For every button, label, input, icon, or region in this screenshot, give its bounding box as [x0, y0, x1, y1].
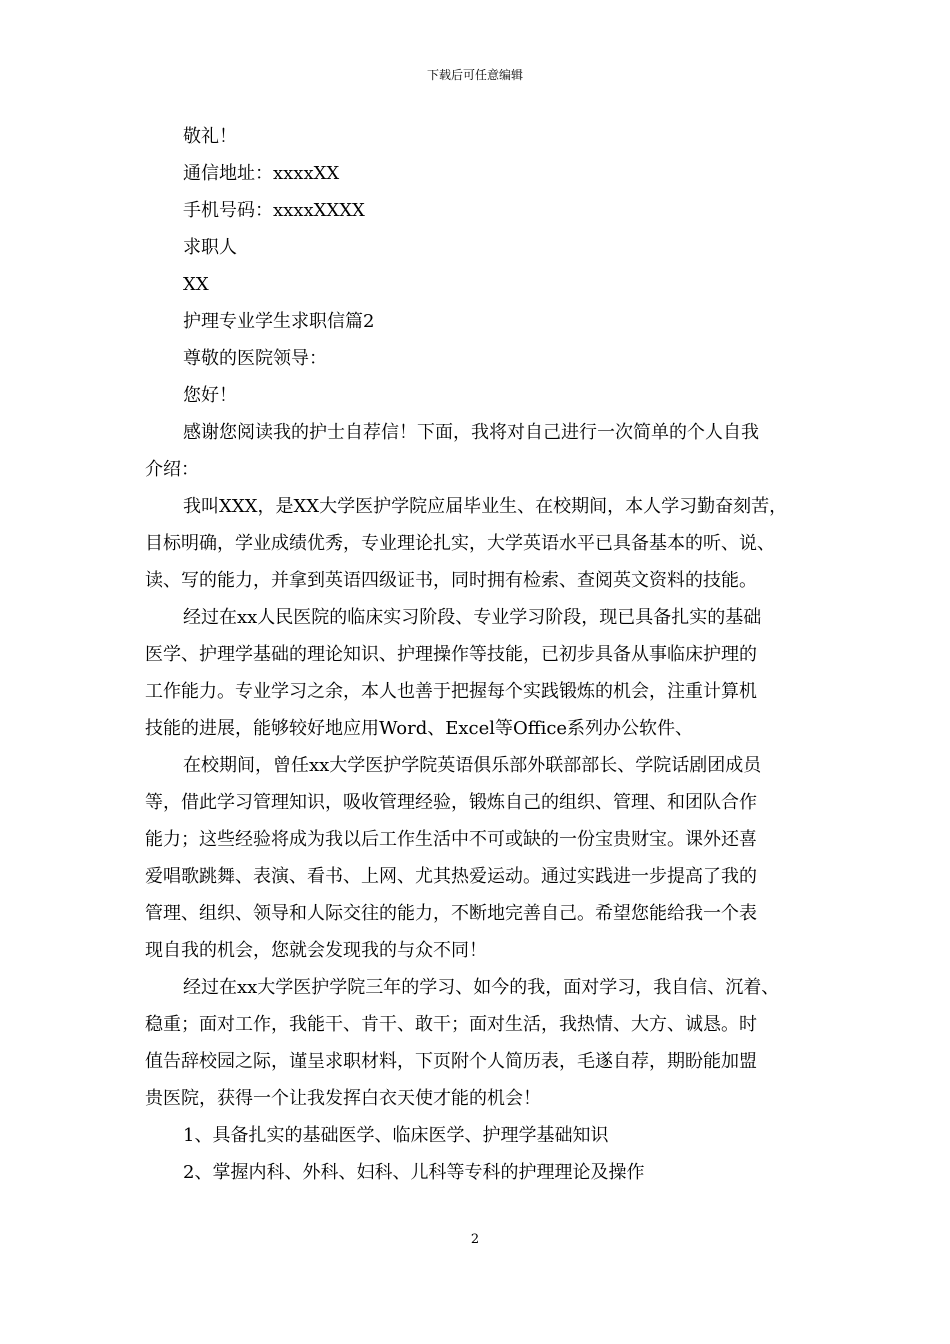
paragraph-line: 经过在xx大学医护学院三年的学习、如今的我，面对学习，我自信、沉着、: [183, 977, 780, 998]
paragraph-line: 现自我的机会，您就会发现我的与众不同！: [145, 940, 487, 961]
document-body: [145, 118, 805, 1191]
section-title: 护理专业学生求职信篇2: [183, 311, 375, 332]
signature-label: 求职人: [183, 237, 237, 258]
paragraph-line: 技能的进展，能够较好地应用Word、Excel等Office系列办公软件、: [145, 718, 694, 739]
paragraph-line: 目标明确，学业成绩优秀，专业理论扎实，大学英语水平已具备基本的听、说、: [145, 533, 775, 554]
paragraph-line: 工作能力。专业学习之余，本人也善于把握每个实践锻炼的机会，注重计算机: [145, 681, 757, 702]
paragraph-line: 在校期间，曾任xx大学医护学院英语俱乐部外联部部长、学院话剧团成员: [183, 755, 762, 776]
greeting-recipient: 尊敬的医院领导：: [183, 348, 327, 369]
list-item: 1、具备扎实的基础医学、临床医学、护理学基础知识: [183, 1125, 609, 1146]
paragraph-line: 感谢您阅读我的护士自荐信！下面，我将对自己进行一次简单的个人自我: [183, 422, 759, 443]
page-header: 下载后可任意编辑: [426, 68, 523, 82]
page-number: 2: [470, 1232, 480, 1247]
paragraph-line: 管理、组织、领导和人际交往的能力，不断地完善自己。希望您能给我一个表: [145, 903, 757, 924]
paragraph-line: 稳重；面对工作，我能干、肯干、敢干；面对生活，我热情、大方、诚恳。时: [145, 1014, 757, 1035]
paragraph-line: 贵医院，获得一个让我发挥白衣天使才能的机会！: [145, 1088, 541, 1109]
paragraph-line: 等，借此学习管理知识，吸收管理经验，锻炼自己的组织、管理、和团队合作: [145, 792, 757, 813]
closing-salutation: 敬礼！: [183, 126, 237, 147]
signature-name: XX: [183, 274, 209, 295]
paragraph-line: 能力；这些经验将成为我以后工作生活中不可或缺的一份宝贵财宝。课外还喜: [145, 829, 757, 850]
paragraph-line: 值告辞校园之际，谨呈求职材料，下页附个人简历表，毛遂自荐，期盼能加盟: [145, 1051, 757, 1072]
list-item: 2、掌握内科、外科、妇科、儿科等专科的护理理论及操作: [183, 1162, 645, 1183]
mailing-address: 通信地址：xxxxXX: [183, 163, 340, 184]
paragraph-line: 爱唱歌跳舞、表演、看书、上网、尤其热爱运动。通过实践进一步提高了我的: [145, 866, 757, 887]
greeting: 您好！: [183, 385, 237, 406]
paragraph-line: 读、写的能力，并拿到英语四级证书，同时拥有检索、查阅英文资料的技能。: [145, 570, 757, 591]
paragraph-line: 我叫XXX，是XX大学医护学院应届毕业生、在校期间，本人学习勤奋刻苦，: [183, 496, 788, 517]
paragraph-line: 医学、护理学基础的理论知识、护理操作等技能，已初步具备从事临床护理的: [145, 644, 757, 665]
paragraph-line: 经过在xx人民医院的临床实习阶段、专业学习阶段，现已具备扎实的基础: [183, 607, 762, 628]
phone-number: 手机号码：xxxxXXXX: [183, 200, 365, 221]
paragraph-line: 介绍：: [145, 459, 199, 480]
